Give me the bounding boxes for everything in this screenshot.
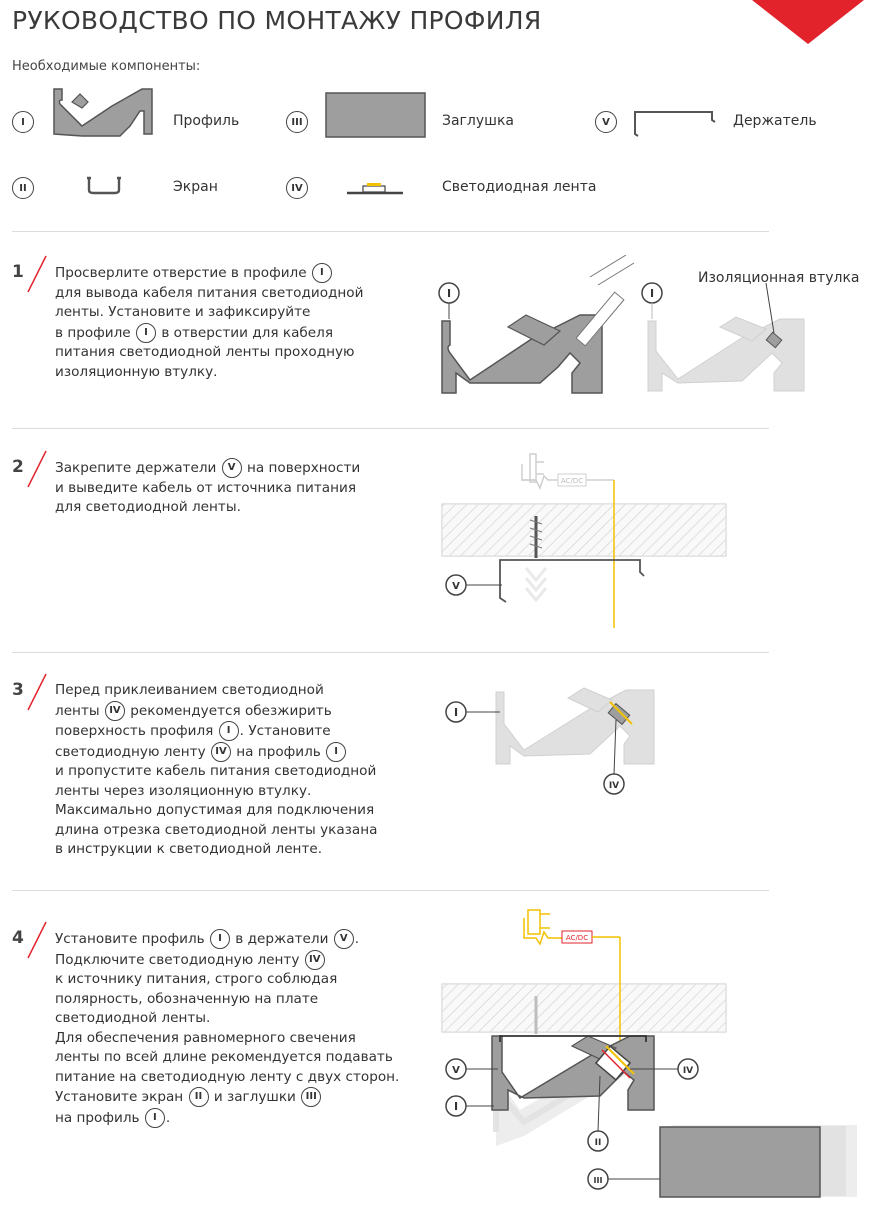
component-ref-badge: V bbox=[222, 458, 242, 478]
text-line: Закрепите держатели V на поверхности bbox=[55, 460, 361, 476]
component-ref-badge: IV bbox=[105, 701, 125, 721]
svg-text:I: I bbox=[453, 706, 459, 719]
text-line: Максимально допустимая для подключения bbox=[55, 802, 375, 818]
svg-text:I: I bbox=[453, 1100, 459, 1113]
component-numeral-v: V bbox=[595, 111, 617, 133]
component-numeral-ii: II bbox=[12, 177, 34, 199]
accent-corner bbox=[750, 0, 869, 50]
component-ref-badge: III bbox=[301, 1087, 321, 1107]
text-line: ленты через изоляционную втулку. bbox=[55, 782, 312, 799]
text-line: для вывода кабеля питания светодиодной bbox=[55, 284, 364, 301]
component-ref-badge: V bbox=[334, 929, 354, 949]
divider bbox=[12, 231, 769, 232]
page-title: РУКОВОДСТВО ПО МОНТАЖУ ПРОФИЛЯ bbox=[12, 6, 542, 35]
svg-text:II: II bbox=[594, 1138, 602, 1148]
text-line: Для обеспечения равномерного свечения bbox=[55, 1029, 356, 1046]
divider bbox=[12, 890, 769, 891]
slash-mark bbox=[24, 672, 48, 716]
step4-illustration bbox=[440, 900, 865, 1209]
text-line: ленты по всей длине рекомендуется подавать bbox=[55, 1049, 393, 1065]
component-numeral-iv: IV bbox=[286, 177, 308, 199]
svg-text:IV: IV bbox=[682, 1066, 694, 1076]
text-line: ленты IV рекомендуется обезжирить bbox=[55, 702, 332, 719]
step-text bbox=[55, 263, 405, 382]
component-ref-badge: I bbox=[210, 929, 230, 949]
component-label-end-cap: Заглушка bbox=[442, 113, 514, 129]
component-ref-badge: I bbox=[145, 1108, 165, 1128]
text-line: поверхность профиля I . Установите bbox=[55, 723, 331, 739]
svg-text:IV: IV bbox=[608, 781, 620, 791]
svg-text:I: I bbox=[446, 287, 452, 300]
slash-mark bbox=[24, 449, 48, 493]
component-numeral-iii: III bbox=[286, 111, 308, 133]
component-label-profile: Профиль bbox=[173, 113, 240, 129]
text-line: полярность, обозначенную на плате bbox=[55, 990, 319, 1007]
end-cap-icon bbox=[325, 92, 426, 142]
component-ref-badge: I bbox=[136, 323, 156, 343]
step-text bbox=[55, 681, 405, 860]
text-line: Просверлите отверстие в профиле I bbox=[55, 265, 333, 281]
component-ref-badge: I bbox=[326, 742, 346, 762]
svg-text:I: I bbox=[649, 287, 655, 300]
text-line: к источнику питания, строго соблюдая bbox=[55, 971, 338, 987]
step-number: 4 bbox=[12, 928, 24, 948]
step-number: 2 bbox=[12, 457, 24, 477]
step-text bbox=[55, 458, 405, 518]
text-line: и выведите кабель от источника питания bbox=[55, 479, 357, 496]
component-ref-badge: IV bbox=[305, 950, 325, 970]
text-line: на профиль I . bbox=[55, 1109, 171, 1126]
text-line: в профиле I в отверстии для кабеля bbox=[55, 324, 334, 341]
text-line: для светодиодной ленты. bbox=[55, 499, 241, 515]
component-label-led-strip: Светодиодная лента bbox=[442, 179, 597, 195]
svg-text:V: V bbox=[452, 1065, 460, 1076]
acdc-label: AC/DC bbox=[565, 934, 589, 942]
step-number: 3 bbox=[12, 680, 24, 700]
text-line: в инструкции к светодиодной ленте. bbox=[55, 841, 323, 857]
component-ref-badge: I bbox=[219, 721, 239, 741]
text-line: светодиодной ленты. bbox=[55, 1010, 211, 1026]
profile-icon bbox=[52, 86, 157, 142]
slash-mark bbox=[24, 254, 48, 298]
components-heading: Необходимые компоненты: bbox=[12, 59, 201, 74]
step3-illustration bbox=[440, 680, 670, 804]
svg-text:V: V bbox=[452, 581, 460, 592]
step-number: 1 bbox=[12, 262, 24, 282]
text-line: Перед приклеиванием светодиодной bbox=[55, 682, 324, 698]
step-text bbox=[55, 929, 415, 1128]
insulation-sleeve-label: Изоляционная втулка bbox=[698, 270, 860, 286]
screen-icon bbox=[86, 176, 122, 200]
text-line: светодиодную ленту IV на профиль I bbox=[55, 744, 347, 760]
component-label-holder: Держатель bbox=[733, 113, 817, 129]
text-line: длина отрезка светодиодной ленты указана bbox=[55, 821, 378, 838]
slash-mark bbox=[24, 920, 48, 964]
text-line: и пропустите кабель питания светодиодной bbox=[55, 763, 377, 779]
acdc-label: AC/DC bbox=[560, 477, 584, 485]
text-line: питание на светодиодную ленту с двух сторон. bbox=[55, 1068, 400, 1085]
divider bbox=[12, 428, 769, 429]
component-ref-badge: II bbox=[189, 1087, 209, 1107]
text-line: изоляционную втулку. bbox=[55, 363, 218, 380]
text-line: Подключите светодиодную ленту IV bbox=[55, 952, 326, 968]
text-line: ленты. Установите и зафиксируйте bbox=[55, 304, 311, 320]
divider bbox=[12, 652, 769, 653]
component-ref-badge: I bbox=[312, 263, 332, 283]
component-label-screen: Экран bbox=[173, 179, 218, 195]
text-line: питания светодиодной ленты проходную bbox=[55, 344, 355, 360]
svg-text:III: III bbox=[593, 1176, 603, 1185]
text-line: Установите экран II и заглушки III bbox=[55, 1089, 322, 1105]
holder-icon bbox=[632, 108, 718, 142]
led-strip-icon bbox=[345, 178, 405, 200]
component-numeral-i: I bbox=[12, 111, 34, 133]
text-line: Установите профиль I в держатели V . bbox=[55, 931, 360, 947]
component-ref-badge: IV bbox=[211, 742, 231, 762]
step2-illustration bbox=[440, 440, 730, 644]
